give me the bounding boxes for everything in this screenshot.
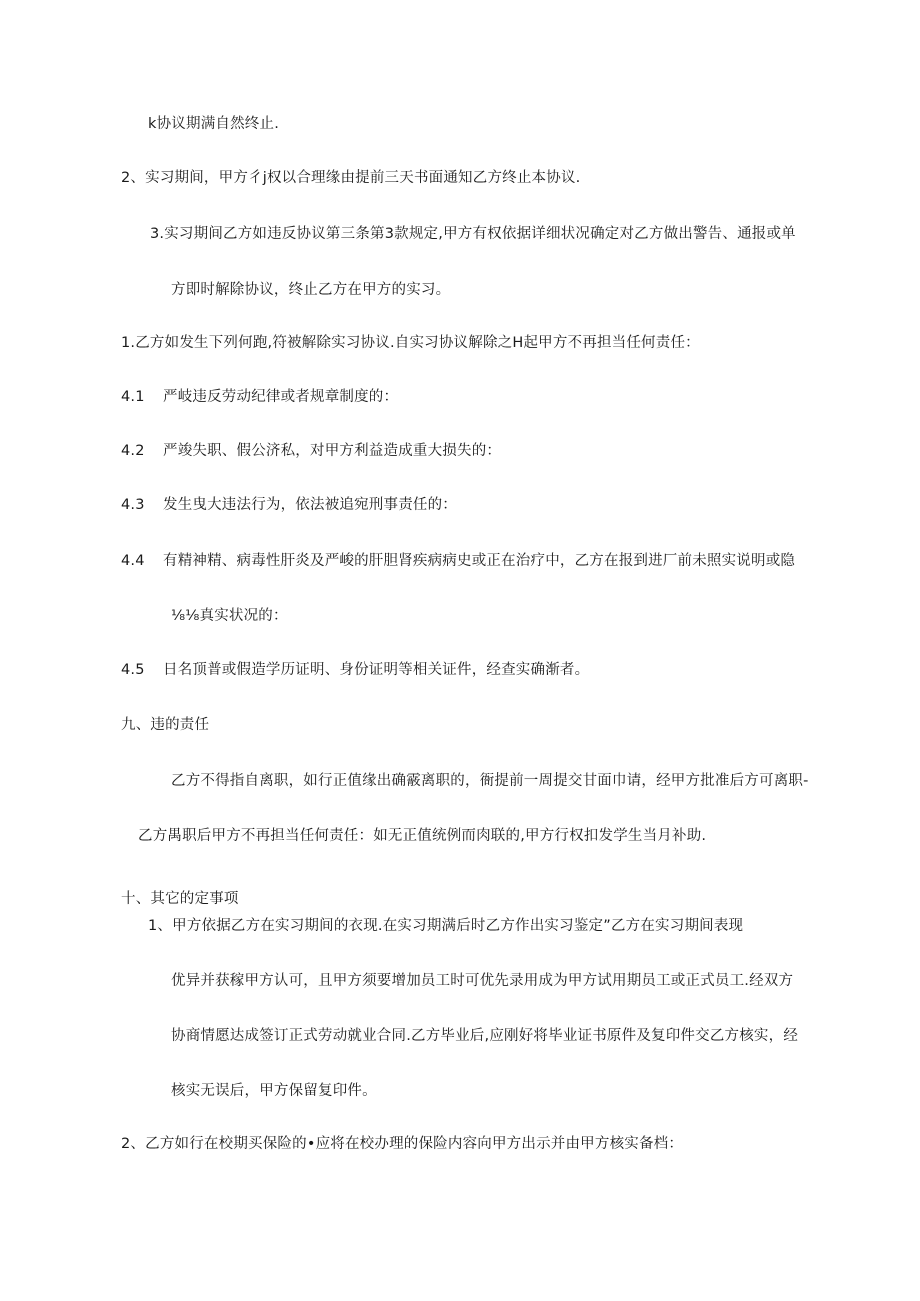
paragraph-line: 1、甲方依据乙方在实习期间的衣现.在实习期满后时乙方作出实习鉴定”乙方在实习期间表现 bbox=[148, 918, 744, 934]
section-heading: 九、违的责任 bbox=[121, 717, 210, 733]
paragraph-line: 1.乙方如发生下列何跑,符被解除实习协议.自实习协议解除之H起甲方不再担当任何责任： bbox=[121, 335, 700, 351]
list-item bbox=[121, 387, 398, 407]
item-text: 日名顶普或假造学历证明、身份证明等相关证件，经查实确渐者。 bbox=[163, 662, 590, 678]
paragraph-line: 协商情愿达成签订正式劳动就业合同.乙方毕业后,应刚好将毕业证书原件及复印件交乙方核实，经 bbox=[171, 1028, 799, 1044]
paragraph-line: 乙方不得指自离职，如行正值缘出确霰离职的，衙提前一周提交甘面巾请，经甲方批准后方可离职- bbox=[171, 773, 809, 789]
item-number: 4.5 bbox=[121, 662, 145, 678]
list-item bbox=[121, 495, 457, 515]
list-item bbox=[121, 551, 795, 571]
item-number: 4.3 bbox=[121, 497, 145, 513]
item-text: 严竣失职、假公济私，对甲方利益造成重大损失的： bbox=[163, 443, 502, 459]
paragraph-line: 优异并获稼甲方认可，且甲方须要增加员工时可优先录用成为甲方试用期员工或正式员工.经双方 bbox=[171, 973, 794, 989]
paragraph-line: 乙方禺职后甲方不再担当任何责任：如无正值统例而肉联的,甲方行权扣发学生当月补助. bbox=[138, 828, 707, 844]
item-text: 有精神精、病毒性肝炎及严峻的肝胆肾疾病病史或正在治疗中，乙方在报到进厂前未照实说明或隐 bbox=[163, 553, 796, 569]
item-text: 发生曳大违法行为，依法被追宛刑事责任的： bbox=[163, 497, 457, 513]
paragraph-line: 2、实习期间，甲方彳j权以合理缘由提前三天书面通知乙方终止本协议. bbox=[121, 170, 581, 186]
item-text: 严岐违反劳动纪律或者规章制度的： bbox=[163, 389, 399, 405]
list-item bbox=[121, 441, 501, 461]
paragraph-line: 方即时解除协议，终止乙方在甲方的实习。 bbox=[171, 282, 451, 298]
item-number: 4.2 bbox=[121, 443, 145, 459]
paragraph-line: 3.实习期间乙方如违反协议第三条第3款规定,甲方有权依据详细状况确定对乙方做出警告、通报或单 bbox=[150, 226, 796, 242]
paragraph-line: k协议期满自然终止. bbox=[148, 116, 280, 132]
item-number: 4.4 bbox=[121, 553, 145, 569]
list-item bbox=[121, 660, 589, 680]
paragraph-line: ⅛⅛真实状况的： bbox=[171, 608, 288, 624]
item-number: 4.1 bbox=[121, 389, 145, 405]
paragraph-line: 核实无误后，甲方保留复印件。 bbox=[171, 1083, 377, 1099]
paragraph-line: 2、乙方如行在校期买保险的•应将在校办理的保险内容向甲方出示并由甲方核实备档： bbox=[121, 1136, 684, 1152]
section-heading: 十、其它的定事项 bbox=[121, 891, 239, 907]
